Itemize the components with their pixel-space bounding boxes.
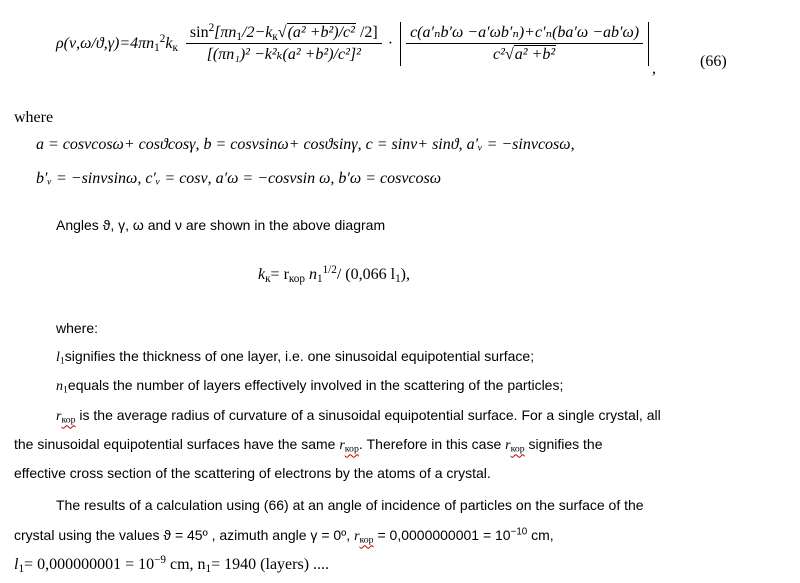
eq-lhs-sup: 2 xyxy=(159,33,166,46)
kk-formula xyxy=(258,263,410,285)
results-line2-c: cm, xyxy=(527,527,554,543)
r-symbol-4: r xyxy=(354,529,360,544)
frac1-num-ksub: к xyxy=(272,31,278,44)
results-line-3 xyxy=(14,553,330,575)
frac1-den: [(πn₁)² −k²ₖ(a² +b²)/c²]² xyxy=(206,46,361,64)
r-sub-4: кор xyxy=(359,534,374,546)
defs-line-2-text: b′ᵥ = −sinνsinω, c′ᵥ = cosν, a′ω = −cosνsin ω, b′ω = cosνcosω xyxy=(36,170,442,187)
item-r-line-2 xyxy=(14,436,602,454)
fraction-c: $\frac{\text{c(a′ₙb′ω −a′ωb′ₙ)+c′ₙ(ba′ω −ab′ω)}}{\text{c²√a² +b²}}$ xyxy=(406,25,643,63)
where-colon-label: where: xyxy=(56,320,99,336)
item-r-line-3: effective cross section of the scattering of electrons by the atoms of a crystal. xyxy=(14,465,491,481)
eq-comma: , xyxy=(652,60,656,77)
eq-lhs: ρ(ν,ω/ϑ,γ)=4πn xyxy=(56,35,155,53)
l-symbol-2: l xyxy=(14,556,19,573)
item-r-sub: кор xyxy=(61,414,76,426)
frac1-num-c: /2−k xyxy=(242,24,273,42)
frac2-num: c(a′ₙb′ω −a′ωb′ₙ)+c′ₙ(ba′ω −ab′ω) xyxy=(410,24,640,42)
r-sub-2: кор xyxy=(344,443,359,455)
kk-nsub: 1 xyxy=(316,272,323,285)
frac1-num-b: [πn xyxy=(214,24,237,42)
item-r-line2-a: the sinusoidal equipotential surfaces have the same xyxy=(14,436,340,452)
equation-66: $\rho(\nu,\omega/ϑ,\gamma)=4\pi n_1^2k_к$ $\frac{\sin^2[\pi n_1/2-k_к√(a^2 +b^2)/c^2 /2]}{\text{[(πn₁)² −k²ₖ(a² +b²)/c²]²}}$ · $\frac{\text{c(a′ₙb′ω −a′ωb′ₙ)+c′ₙ(ba′ω −ab′ω)}}{\text{c²√a² +b²}}$ xyxy=(56,14,650,74)
kk-n: n xyxy=(304,266,317,283)
kk-lsub: 1 xyxy=(395,272,401,285)
l-sub-2: 1 xyxy=(18,562,25,575)
item-n1-symbol: n xyxy=(56,379,63,394)
results-line-2 xyxy=(14,527,554,545)
item-l1-sub: 1 xyxy=(59,355,65,367)
results-line2-a: crystal using the values ϑ = 45º , azimuth angle γ = 0º, xyxy=(14,527,355,543)
item-n1 xyxy=(56,377,563,395)
item-r xyxy=(56,407,661,425)
results-line2-b: = 0,0000000001 = 10 xyxy=(373,527,511,543)
item-r-line2-b: . Therefore in this case xyxy=(358,436,506,452)
frac1-num-sup: 2 xyxy=(208,22,215,35)
r-sub-3: кор xyxy=(510,443,525,455)
results-line3-c: = 1940 (layers) .... xyxy=(211,556,330,573)
item-l1-symbol: l xyxy=(56,350,60,365)
results-line-1: The results of a calculation using (66) at an angle of incidence of particles on the surface of the xyxy=(56,497,644,513)
results-line3-exp: −9 xyxy=(154,553,166,566)
results-line2-exp: −10 xyxy=(510,526,528,538)
abs-bar-left xyxy=(400,22,401,66)
kk-end: ), xyxy=(400,266,410,283)
r-symbol-2: r xyxy=(339,438,345,453)
results-line3-a: = 0,000000001 = 10 xyxy=(24,556,155,573)
kk-eq: = r xyxy=(270,266,289,283)
where-label: where xyxy=(14,109,54,126)
fraction-sin: $\frac{\sin^2[\pi n_1/2-k_к√(a^2 +b^2)/c^2 /2]}{\text{[(πn₁)² −k²ₖ(a² +b²)/c²]²}}$ xyxy=(186,25,382,63)
kk-rsub: кор xyxy=(288,272,305,285)
kk-ksub: к xyxy=(265,272,271,285)
eq-lhs-ksub: к xyxy=(172,42,178,55)
r-symbol-3: r xyxy=(505,438,511,453)
item-l1-text: signifies the thickness of one layer, i.e. one sinusoidal equipotential surface; xyxy=(64,348,535,364)
abs-bar-right xyxy=(648,22,649,66)
item-l1 xyxy=(56,348,534,366)
n-sub-2: 1 xyxy=(205,562,212,575)
frac2-den-a: c² xyxy=(493,46,505,64)
item-n1-text: equals the number of layers effectively involved in the scattering of the particles; xyxy=(67,377,564,393)
angles-text: Angles ϑ, γ, ω and ν are shown in the above diagram xyxy=(56,217,386,233)
definitions-line-2 xyxy=(36,170,441,188)
definitions-line-1 xyxy=(36,136,575,154)
item-r-symbol: r xyxy=(56,409,62,424)
item-n1-sub: 1 xyxy=(63,384,68,396)
frac1-num-sub: 1 xyxy=(236,31,242,44)
eq-lhs-sub: 1 xyxy=(154,42,160,55)
kk-rest: / (0,066 l xyxy=(336,266,396,283)
eq-lhs-k: k xyxy=(165,35,173,53)
equation-number: (66) xyxy=(700,53,727,70)
results-line3-b: cm, n xyxy=(166,556,206,573)
frac1-num-a: sin xyxy=(189,24,209,42)
item-r-text: is the average radius of curvature of a sinusoidal equipotential surface. For a single crystal, all xyxy=(75,407,661,423)
item-r-line2-c: signifies the xyxy=(524,436,603,452)
defs-line-1-text: a = cosνcosω+ cosϑcosγ, b = cosνsinω+ cosϑsinγ, c = sinν+ sinϑ, a′ᵥ = −sinνcosω, xyxy=(36,136,575,153)
frac1-num-e: /2] xyxy=(355,24,378,42)
kk-k: k xyxy=(258,266,266,283)
frac1-num-d: (a² +b²)/c² xyxy=(287,24,355,42)
kk-nsup: 1/2 xyxy=(322,263,337,276)
frac2-den-b: a² +b² xyxy=(514,46,556,64)
